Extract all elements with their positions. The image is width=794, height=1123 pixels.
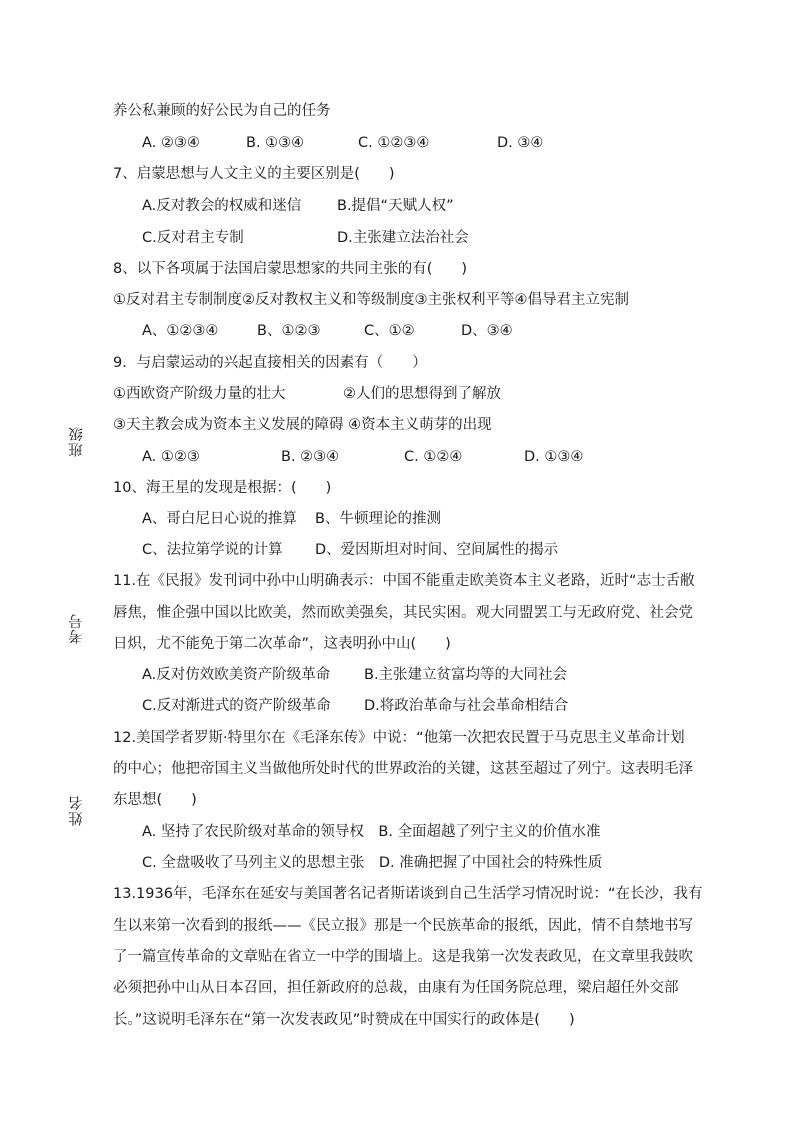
question-11-line-3: 日炽，尤不能免于第二次革命”，这表明孙中山( ) xyxy=(113,636,451,652)
question-13-line-5: 长。”这说明毛泽东在“第一次发表政见”时赞成在中国实行的政体是( ) xyxy=(113,1012,575,1028)
q9-statements-3-4: ③天主教会成为资本主义发展的障碍 ④资本主义萌芽的出现 xyxy=(113,417,492,433)
q9-option-d: D. ①③④ xyxy=(524,449,584,465)
q7-option-d: D.主张建立法治社会 xyxy=(337,230,469,246)
q9-statement-1: ①西欧资产阶级力量的壮大 xyxy=(113,386,286,402)
q8-option-d: D、③④ xyxy=(461,323,513,339)
class-label: 班级 xyxy=(69,426,85,457)
q11-option-a: A.反对仿效欧美资产阶级革命 xyxy=(142,667,331,683)
q9-option-a: A. ①②③ xyxy=(142,449,200,465)
q12-options-a-b: A. 坚持了农民阶级对革命的领导权 B. 全面超越了列宁主义的价值水准 xyxy=(142,824,601,840)
q8-option-b: B、①②③ xyxy=(257,323,321,339)
student-name-label: 姓名 xyxy=(69,795,85,826)
q8-option-c: C、①② xyxy=(364,323,415,339)
q7-option-c: C.反对君主专制 xyxy=(142,230,244,246)
q7-option-a: A.反对教会的权威和迷信 xyxy=(142,198,302,214)
question-11-line-2: 唇焦，惟企强中国以比欧美，然而欧美强矣，其民实困。观大同盟罢工与无政府党、社会党 xyxy=(113,605,693,621)
q10-option-c: C、法拉第学说的计算 xyxy=(142,542,283,558)
q9-option-c: C. ①②④ xyxy=(404,449,463,465)
exam-number-label: 考号 xyxy=(69,613,85,644)
question-13-line-3: 了一篇宣传革命的文章贴在省立一中学的围墙上。这是我第一次发表政见，在文章里我鼓吹 xyxy=(113,949,693,965)
q11-option-c: C.反对渐进式的资产阶级革命 xyxy=(142,698,331,714)
q6-option-d: D. ③④ xyxy=(497,135,544,151)
q10-option-d: D、爱因斯坦对时间、空间属性的揭示 xyxy=(315,542,559,558)
question-13-line-2: 生以来第一次看到的报纸——《民立报》那是一个民族革命的报纸，因此，情不自禁地书写 xyxy=(113,918,693,934)
question-7: 7、启蒙思想与人文主义的主要区别是( ) xyxy=(113,166,395,182)
q6-option-a: A. ②③④ xyxy=(142,135,200,151)
question-9: 9．与启蒙运动的兴起直接相关的因素有（ ） xyxy=(113,355,427,371)
q8-option-a: A、①②③④ xyxy=(142,323,219,339)
q11-option-b: B.主张建立贫富均等的大同社会 xyxy=(364,667,568,683)
q6-option-b: B. ①③④ xyxy=(246,135,305,151)
q8-statements: ①反对君主专制制度②反对教权主义和等级制度③主张权利平等④倡导君主立宪制 xyxy=(113,292,629,308)
question-12-line-1: 12.美国学者罗斯·特里尔在《毛泽东传》中说：“他第一次把农民置于马克思主义革命计划 xyxy=(113,730,685,746)
question-12-line-3: 东思想( ) xyxy=(113,792,197,808)
q9-statement-2: ②人们的思想得到了解放 xyxy=(343,386,501,402)
question-11-line-1: 11.在《民报》发刊词中孙中山明确表示：中国不能重走欧美资本主义老路，近时“志士舌敝 xyxy=(113,573,695,589)
q10-option-a: A、哥白尼日心说的推算 xyxy=(142,511,297,527)
q10-option-b: B、牛顿理论的推测 xyxy=(315,511,441,527)
q7-option-b: B.提倡“天赋人权” xyxy=(337,198,454,214)
question-13-line-1: 13.1936年，毛泽东在延安与美国著名记者斯诺谈到自己生活学习情况时说：“在长沙，我有 xyxy=(113,886,703,902)
question-13-line-4: 必须把孙中山从日本召回，担任新政府的总裁，由康有为任国务院总理，梁启超任外交部 xyxy=(113,980,679,996)
question-10: 10、海王星的发现是根据：( ) xyxy=(113,480,332,496)
question-6-continued: 养公私兼顾的好公民为自己的任务 xyxy=(113,103,331,119)
question-12-line-2: 的中心；他把帝国主义当做他所处时代的世界政治的关键，这甚至超过了列宁。这表明毛泽 xyxy=(113,761,693,777)
q9-option-b: B. ②③④ xyxy=(281,449,340,465)
q11-option-d: D.将政治革命与社会革命相结合 xyxy=(364,698,569,714)
question-8: 8、以下各项属于法国启蒙思想家的共同主张的有( ) xyxy=(113,261,468,277)
q6-option-c: C. ①②③④ xyxy=(358,135,430,151)
q12-options-c-d: C. 全盘吸收了马列主义的思想主张 D. 准确把握了中国社会的特殊性质 xyxy=(142,855,603,871)
